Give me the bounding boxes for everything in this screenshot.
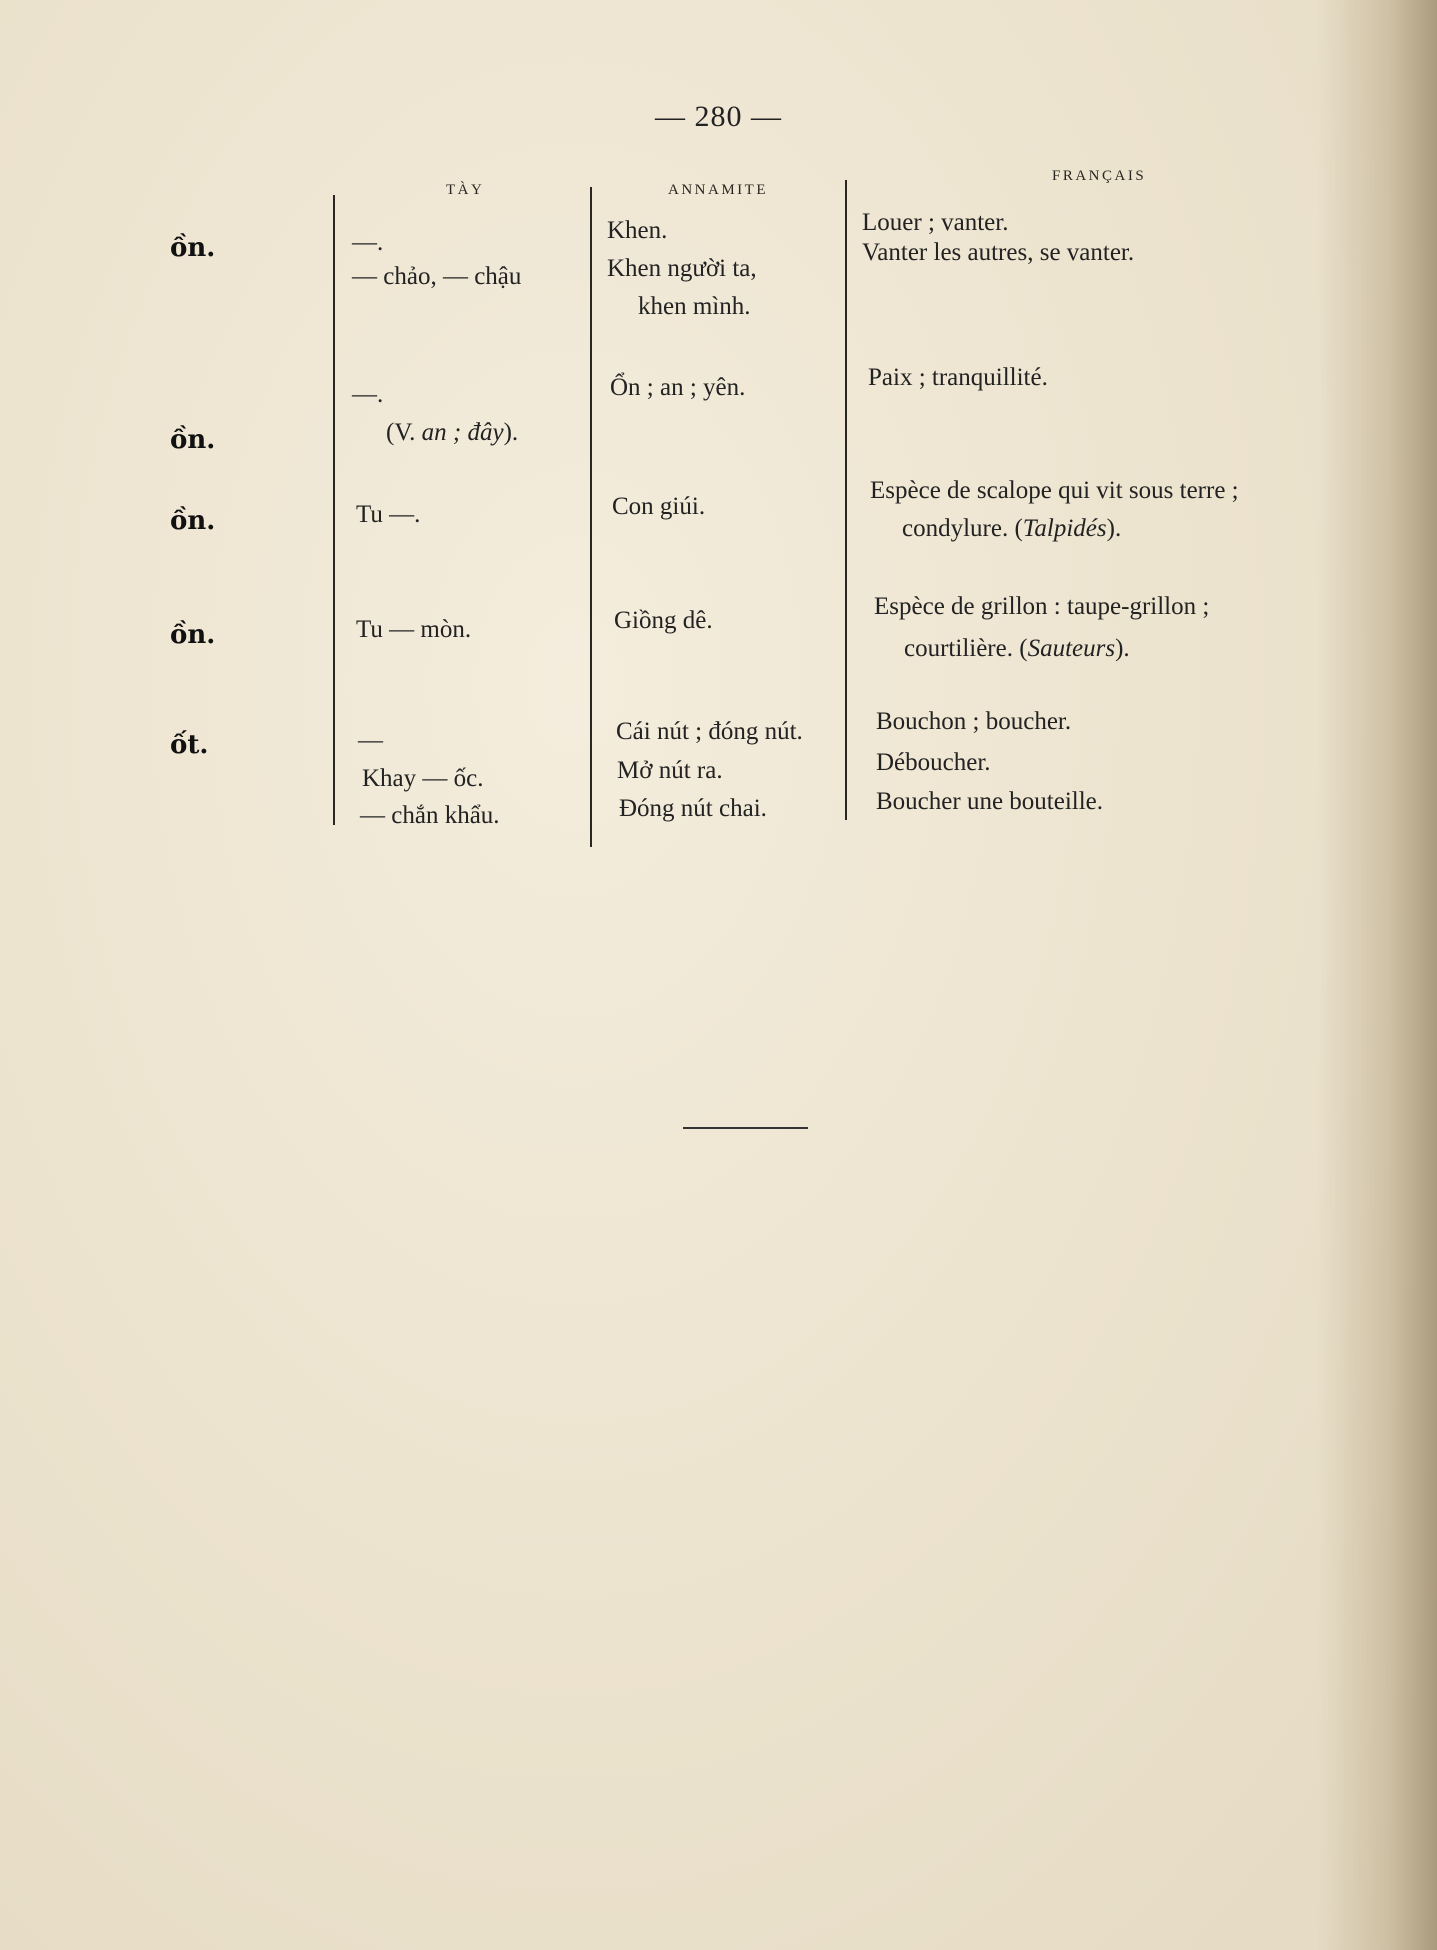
annamite-cell: Con giúi. <box>612 493 706 520</box>
header-annamite: ANNAMITE <box>668 182 768 198</box>
francais-cell: Paix ; tranquillité. <box>868 364 1048 391</box>
francais-prefix: condylure. ( <box>902 515 1023 542</box>
annamite-cell: Khen người ta, <box>607 255 757 282</box>
tay-cell: Tu —. <box>356 501 421 528</box>
francais-cell: Vanter les autres, se vanter. <box>862 239 1135 266</box>
francais-cell <box>904 634 1130 664</box>
francais-suffix: ). <box>1106 515 1122 542</box>
annamite-cell: Khen. <box>607 217 668 244</box>
tay-cell <box>386 418 518 448</box>
annamite-cell: khen mình. <box>638 293 751 320</box>
column-divider-1 <box>333 195 335 825</box>
tay-cell: —. <box>352 381 384 408</box>
tay-prefix: (V. <box>386 419 422 446</box>
francais-italic: Sauteurs <box>1027 635 1116 662</box>
headword: ồn. <box>170 620 216 650</box>
tay-italic: an ; đây <box>421 419 504 446</box>
francais-cell: Bouchon ; boucher. <box>876 708 1072 735</box>
headword: ồn. <box>170 425 216 455</box>
tay-cell: — chắn khẩu. <box>360 802 500 829</box>
francais-cell: Déboucher. <box>876 749 991 776</box>
francais-cell: Boucher une bouteille. <box>876 788 1104 815</box>
francais-italic: Talpidés <box>1022 515 1107 542</box>
headword: ồn. <box>170 233 216 263</box>
tay-suffix: ). <box>503 419 519 446</box>
tay-cell: —. <box>352 229 384 256</box>
annamite-cell: Mở nút ra. <box>617 757 723 784</box>
annamite-cell: Giồng dê. <box>614 607 713 634</box>
annamite-cell: Đóng nút chai. <box>619 795 767 822</box>
column-divider-3 <box>845 180 847 820</box>
headword: ốt. <box>170 730 209 760</box>
header-tay: TÀY <box>446 182 485 198</box>
headword: ồn. <box>170 506 216 536</box>
column-divider-2 <box>590 187 592 847</box>
tay-cell: Khay — ốc. <box>362 765 484 792</box>
francais-suffix: ). <box>1115 635 1130 662</box>
francais-cell <box>902 514 1121 544</box>
end-rule <box>683 1127 808 1129</box>
annamite-cell: Ổn ; an ; yên. <box>610 374 746 401</box>
page-edge-shadow <box>1317 0 1437 1950</box>
page-number: — 280 — <box>655 100 782 133</box>
header-francais: FRANÇAIS <box>1052 168 1147 184</box>
francais-prefix: courtilière. ( <box>904 635 1028 662</box>
francais-cell: Espèce de grillon : taupe-grillon ; <box>874 593 1210 620</box>
annamite-cell: Cái nút ; đóng nút. <box>616 718 803 745</box>
francais-cell: Espèce de scalope qui vit sous terre ; <box>870 477 1239 504</box>
tay-cell: — chảo, — chậu <box>352 263 522 290</box>
francais-cell: Louer ; vanter. <box>862 209 1009 236</box>
tay-cell: Tu — mòn. <box>356 616 472 643</box>
tay-cell: — <box>358 727 383 754</box>
